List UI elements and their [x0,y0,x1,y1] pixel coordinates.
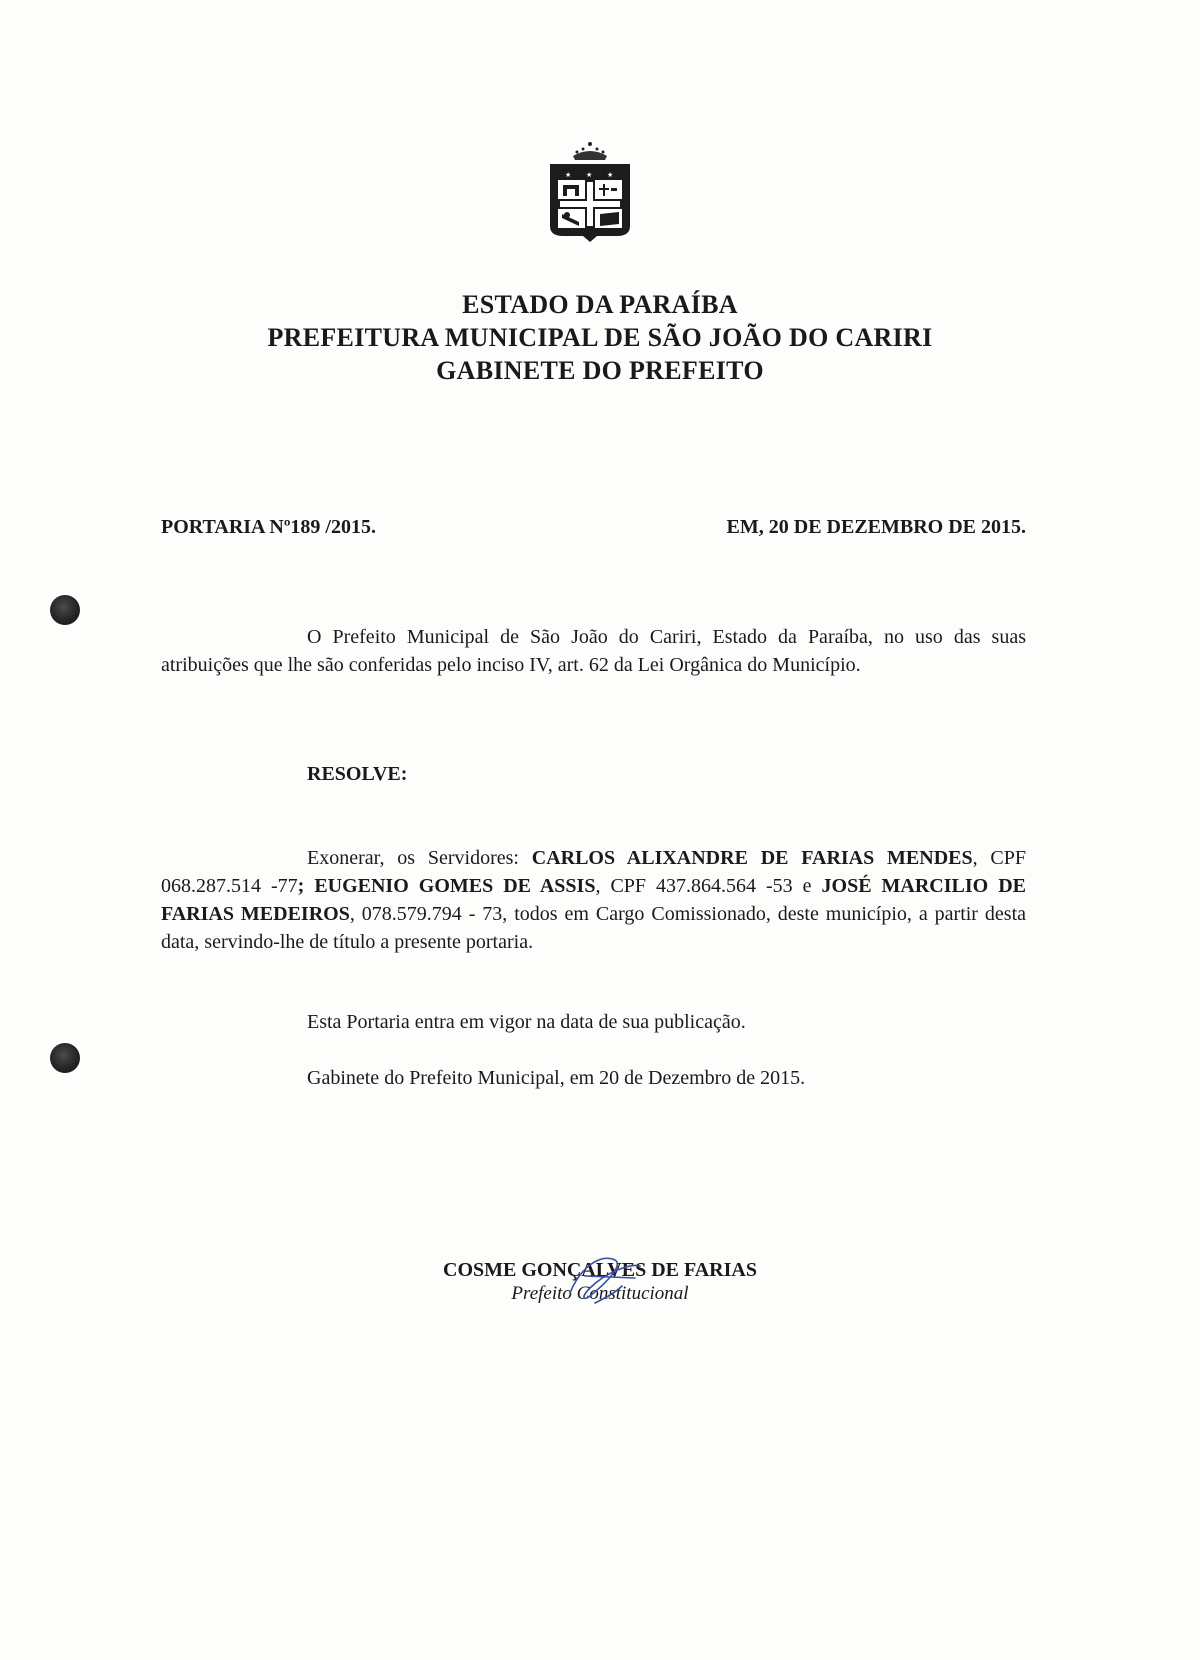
signatory-name: COSME GONÇALVES DE FARIAS [443,1259,757,1281]
body-paragraph [161,844,1026,956]
servant-name-3: JOSÉ MARCILIO DE FARIAS MEDEIROS [161,875,1026,925]
document-header [150,288,1050,387]
body-text-1: Exonerar, os Servidores: [307,847,532,869]
punch-hole-bottom [50,1043,80,1073]
header-office: GABINETE DO PREFEITO [436,356,764,385]
resolve-label: RESOLVE: [307,763,408,785]
signature-block [350,1258,850,1306]
body-separator: ; [297,875,315,897]
svg-text:★: ★ [607,171,614,179]
portaria-row [161,515,1026,539]
header-municipality: PREFEITURA MUNICIPAL DE SÃO JOÃO DO CARIRI [267,323,933,352]
portaria-number: PORTARIA Nº189 /2015. [161,516,376,538]
closing-paragraph: Gabinete do Prefeito Municipal, em 20 de Dezembro de 2015. [307,1067,806,1089]
coat-of-arms-icon [545,138,635,248]
servant-name-1: CARLOS ALIXANDRE DE FARIAS MENDES [531,847,973,869]
intro-paragraph: O Prefeito Municipal de São João do Cariri, Estado da Paraíba, no uso das suas atribuições que lhe são conferidas pelo inciso IV, art. 62 da Lei Orgânica do Município. [161,626,1026,676]
signatory-title: Prefeito Constitucional [511,1283,689,1304]
header-state: ESTADO DA PARAÍBA [462,290,738,319]
body-text-4: , 078.579.794 - 73, todos em Cargo Comissionado, deste município, a partir desta data, servindo-lhe de título a presente portaria. [161,903,1027,953]
body-text-3: , CPF 437.864.564 -53 e [595,875,822,897]
handwritten-signature-icon [560,1248,650,1308]
punch-hole-top [50,595,80,625]
svg-text:★: ★ [586,171,593,179]
body-text-2: , CPF 068.287.514 -77 [161,847,1026,897]
effective-date-paragraph: Esta Portaria entra em vigor na data de sua publicação. [307,1011,746,1033]
servant-name-2: EUGENIO GOMES DE ASSIS [314,875,596,897]
svg-text:★: ★ [565,171,572,179]
portaria-date: EM, 20 DE DEZEMBRO DE 2015. [726,516,1026,538]
